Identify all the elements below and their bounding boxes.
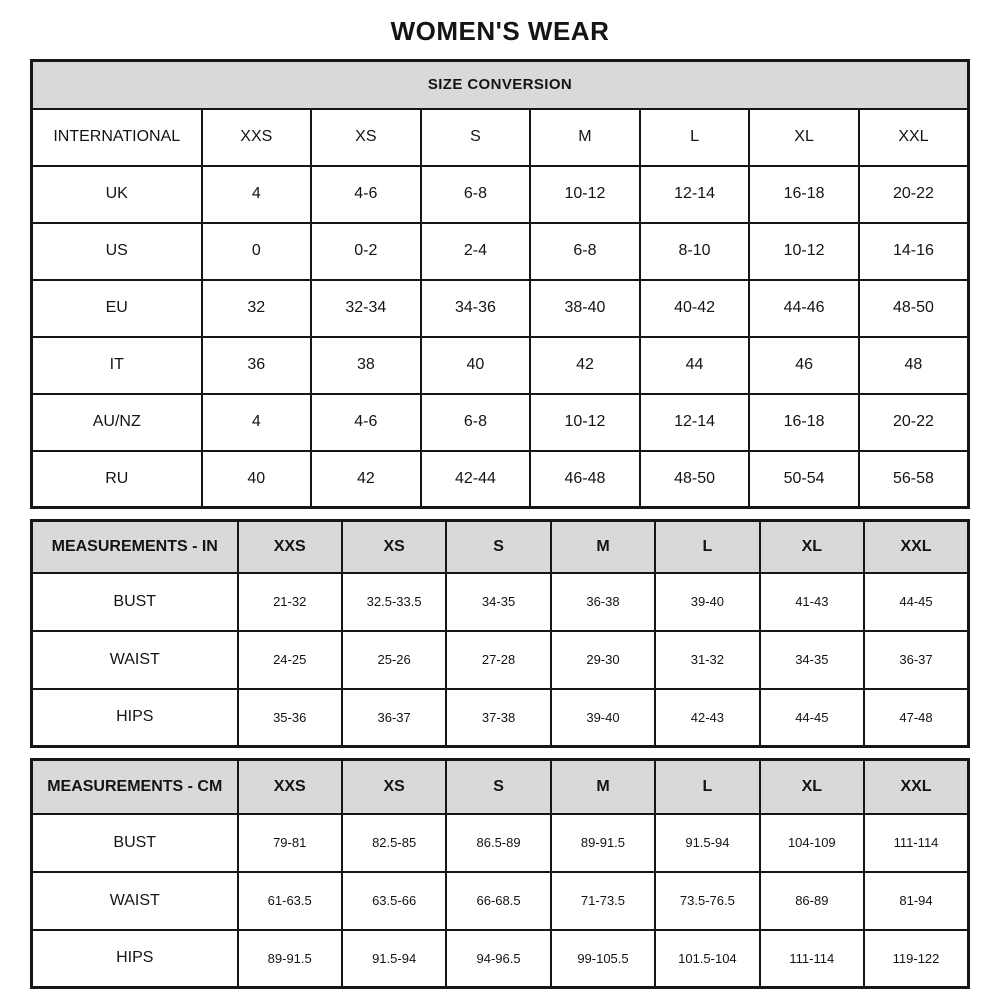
table-row-ru (32, 451, 969, 508)
size-cell: 32 (202, 280, 312, 337)
measurement-cell: 47-48 (864, 689, 968, 747)
measurement-cell: 104-109 (760, 814, 864, 872)
measurement-cell: 91.5-94 (342, 930, 446, 988)
header-cell-l: L (640, 109, 750, 166)
size-cell: 4 (202, 394, 312, 451)
row-label-it: IT (32, 337, 202, 394)
header-cell-m: M (530, 109, 640, 166)
size-cell: 48-50 (859, 280, 969, 337)
size-cell: 6-8 (421, 166, 531, 223)
measurement-cell: 81-94 (864, 872, 968, 930)
header-cell-xl: XL (760, 521, 864, 573)
size-cell: 6-8 (421, 394, 531, 451)
size-cell: 0-2 (311, 223, 421, 280)
row-label-us: US (32, 223, 202, 280)
measurement-cell: 42-43 (655, 689, 759, 747)
header-cell-xs: XS (342, 760, 446, 814)
measurement-cell: 73.5-76.5 (655, 872, 759, 930)
size-cell: 16-18 (749, 394, 859, 451)
header-cell-xxl: XXL (859, 109, 969, 166)
measurements-cm-table (30, 758, 970, 989)
header-cell-s: S (446, 760, 550, 814)
row-label-hips: HIPS (32, 930, 238, 988)
size-cell: 48-50 (640, 451, 750, 508)
table-row-us (32, 223, 969, 280)
measurement-cell: 37-38 (446, 689, 550, 747)
size-cell: 40 (202, 451, 312, 508)
measurement-cell: 71-73.5 (551, 872, 655, 930)
header-cell-xs: XS (311, 109, 421, 166)
row-label-waist: WAIST (32, 631, 238, 689)
size-cell: 38-40 (530, 280, 640, 337)
header-cell-measurements-in: MEASUREMENTS - IN (32, 521, 238, 573)
measurements-in-table (30, 519, 970, 748)
header-cell-international: INTERNATIONAL (32, 109, 202, 166)
measurement-cell: 34-35 (446, 573, 550, 631)
size-conversion-header-row (32, 109, 969, 166)
header-cell-xs: XS (342, 521, 446, 573)
row-label-uk: UK (32, 166, 202, 223)
row-label-bust: BUST (32, 573, 238, 631)
measurement-cell: 44-45 (760, 689, 864, 747)
size-cell: 48 (859, 337, 969, 394)
size-cell: 42 (530, 337, 640, 394)
row-label-bust: BUST (32, 814, 238, 872)
measurement-cell: 89-91.5 (551, 814, 655, 872)
size-conversion-caption: SIZE CONVERSION (32, 61, 969, 109)
size-cell: 46 (749, 337, 859, 394)
table-row-bust-cm (32, 814, 969, 872)
size-cell: 42-44 (421, 451, 531, 508)
size-cell: 16-18 (749, 166, 859, 223)
table-row-waist-cm (32, 872, 969, 930)
size-cell: 4-6 (311, 166, 421, 223)
size-conversion-caption-row (32, 61, 969, 109)
measurement-cell: 94-96.5 (446, 930, 550, 988)
measurement-cell: 119-122 (864, 930, 968, 988)
header-cell-l: L (655, 760, 759, 814)
measurement-cell: 21-32 (238, 573, 342, 631)
header-cell-xxl: XXL (864, 521, 968, 573)
measurement-cell: 39-40 (655, 573, 759, 631)
size-conversion-table (30, 59, 970, 509)
row-label-waist: WAIST (32, 872, 238, 930)
header-cell-s: S (421, 109, 531, 166)
measurement-cell: 36-37 (342, 689, 446, 747)
size-cell: 32-34 (311, 280, 421, 337)
size-cell: 40 (421, 337, 531, 394)
header-cell-l: L (655, 521, 759, 573)
measurement-cell: 34-35 (760, 631, 864, 689)
table-row-eu (32, 280, 969, 337)
measurement-cell: 24-25 (238, 631, 342, 689)
size-cell: 40-42 (640, 280, 750, 337)
table-row-it (32, 337, 969, 394)
measurement-cell: 31-32 (655, 631, 759, 689)
table-row-hips-in (32, 689, 969, 747)
size-cell: 44 (640, 337, 750, 394)
header-cell-s: S (446, 521, 550, 573)
table-row-waist-in (32, 631, 969, 689)
table-row-uk (32, 166, 969, 223)
row-label-hips: HIPS (32, 689, 238, 747)
size-cell: 4 (202, 166, 312, 223)
measurement-cell: 63.5-66 (342, 872, 446, 930)
header-cell-m: M (551, 521, 655, 573)
row-label-eu: EU (32, 280, 202, 337)
measurement-cell: 91.5-94 (655, 814, 759, 872)
table-row-hips-cm (32, 930, 969, 988)
size-cell: 46-48 (530, 451, 640, 508)
size-cell: 38 (311, 337, 421, 394)
measurement-cell: 89-91.5 (238, 930, 342, 988)
page-title: WOMEN'S WEAR (390, 16, 610, 46)
measurement-cell: 32.5-33.5 (342, 573, 446, 631)
header-cell-xl: XL (760, 760, 864, 814)
measurement-cell: 111-114 (760, 930, 864, 988)
size-cell: 8-10 (640, 223, 750, 280)
size-cell: 6-8 (530, 223, 640, 280)
header-cell-xxs: XXS (202, 109, 312, 166)
header-cell-xxs: XXS (238, 760, 342, 814)
measurement-cell: 101.5-104 (655, 930, 759, 988)
measurements-in-header-row (32, 521, 969, 573)
measurement-cell: 27-28 (446, 631, 550, 689)
measurement-cell: 25-26 (342, 631, 446, 689)
header-cell-xl: XL (749, 109, 859, 166)
table-row-aunz (32, 394, 969, 451)
measurement-cell: 44-45 (864, 573, 968, 631)
header-cell-m: M (551, 760, 655, 814)
size-cell: 56-58 (859, 451, 969, 508)
size-cell: 44-46 (749, 280, 859, 337)
measurement-cell: 36-38 (551, 573, 655, 631)
size-cell: 36 (202, 337, 312, 394)
measurement-cell: 86.5-89 (446, 814, 550, 872)
measurement-cell: 86-89 (760, 872, 864, 930)
size-cell: 42 (311, 451, 421, 508)
size-cell: 14-16 (859, 223, 969, 280)
size-cell: 34-36 (421, 280, 531, 337)
table-row-bust-in (32, 573, 969, 631)
measurement-cell: 111-114 (864, 814, 968, 872)
size-cell: 20-22 (859, 166, 969, 223)
size-cell: 12-14 (640, 166, 750, 223)
measurement-cell: 99-105.5 (551, 930, 655, 988)
measurement-cell: 66-68.5 (446, 872, 550, 930)
size-cell: 10-12 (530, 394, 640, 451)
measurement-cell: 29-30 (551, 631, 655, 689)
measurement-cell: 79-81 (238, 814, 342, 872)
tables-container (0, 46, 1000, 989)
header-cell-xxl: XXL (864, 760, 968, 814)
measurement-cell: 35-36 (238, 689, 342, 747)
measurements-cm-header-row (32, 760, 969, 814)
header-cell-xxs: XXS (238, 521, 342, 573)
row-label-ru: RU (32, 451, 202, 508)
size-cell: 12-14 (640, 394, 750, 451)
size-cell: 4-6 (311, 394, 421, 451)
measurement-cell: 82.5-85 (342, 814, 446, 872)
measurement-cell: 61-63.5 (238, 872, 342, 930)
row-label-aunz: AU/NZ (32, 394, 202, 451)
size-cell: 10-12 (749, 223, 859, 280)
measurement-cell: 36-37 (864, 631, 968, 689)
size-cell: 20-22 (859, 394, 969, 451)
size-cell: 2-4 (421, 223, 531, 280)
measurement-cell: 41-43 (760, 573, 864, 631)
header-cell-measurements-cm: MEASUREMENTS - CM (32, 760, 238, 814)
size-cell: 0 (202, 223, 312, 280)
measurement-cell: 39-40 (551, 689, 655, 747)
size-cell: 10-12 (530, 166, 640, 223)
size-cell: 50-54 (749, 451, 859, 508)
